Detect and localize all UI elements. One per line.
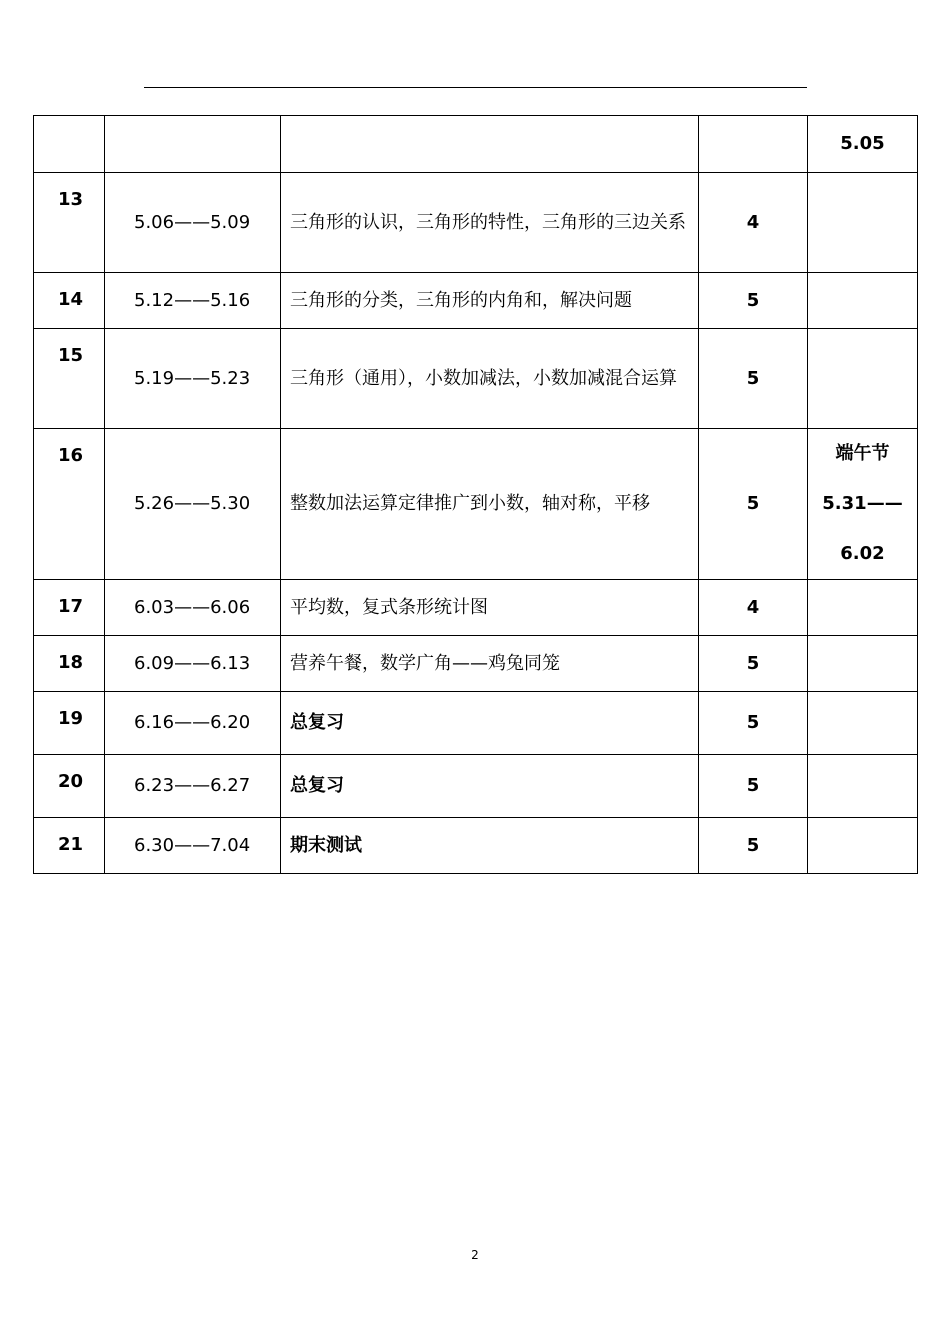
hours-cell: 5 — [699, 755, 808, 818]
week-cell: 21 — [34, 818, 105, 874]
week-cell: 20 — [34, 755, 105, 818]
hours-cell: 4 — [699, 580, 808, 636]
teaching-schedule-table — [33, 115, 918, 874]
content-cell: 营养午餐，数学广角——鸡兔同笼 — [281, 636, 699, 692]
date-cell: 5.12——5.16 — [105, 273, 281, 329]
header-rule — [144, 87, 807, 88]
table-row — [34, 818, 918, 874]
hours-cell: 4 — [699, 173, 808, 273]
content-cell: 整数加法运算定律推广到小数，轴对称，平移 — [281, 429, 699, 580]
hours-cell: 5 — [699, 818, 808, 874]
content-cell: 总复习 — [281, 692, 699, 755]
table-row — [34, 173, 918, 273]
date-cell: 5.19——5.23 — [105, 329, 281, 429]
week-cell: 19 — [34, 692, 105, 755]
note-cell — [808, 580, 918, 636]
content-cell: 总复习 — [281, 755, 699, 818]
hours-cell: 5 — [699, 329, 808, 429]
table-row — [34, 429, 918, 580]
note-cell — [808, 692, 918, 755]
week-cell: 15 — [34, 329, 105, 429]
hours-cell: 5 — [699, 273, 808, 329]
date-cell: 5.26——5.30 — [105, 429, 281, 580]
table-row — [34, 116, 918, 173]
table-row — [34, 692, 918, 755]
hours-cell: 5 — [699, 692, 808, 755]
week-cell: 17 — [34, 580, 105, 636]
note-cell: 5.05 — [808, 116, 918, 173]
holiday-start: 5.31—— — [822, 493, 903, 514]
note-cell — [808, 755, 918, 818]
table-row — [34, 580, 918, 636]
date-cell: 6.16——6.20 — [105, 692, 281, 755]
week-cell — [34, 116, 105, 173]
holiday-name: 端午节 — [835, 443, 890, 464]
date-cell: 6.09——6.13 — [105, 636, 281, 692]
table-row — [34, 329, 918, 429]
note-cell — [808, 329, 918, 429]
table-row — [34, 273, 918, 329]
hours-cell — [699, 116, 808, 173]
table-row — [34, 755, 918, 818]
content-cell: 平均数，复式条形统计图 — [281, 580, 699, 636]
content-cell: 三角形（通用），小数加减法，小数加减混合运算 — [281, 329, 699, 429]
note-cell — [808, 636, 918, 692]
content-cell — [281, 116, 699, 173]
note-cell — [808, 429, 918, 580]
note-cell — [808, 818, 918, 874]
content-cell: 三角形的认识，三角形的特性，三角形的三边关系 — [281, 173, 699, 273]
week-cell: 18 — [34, 636, 105, 692]
week-cell: 16 — [34, 429, 105, 580]
week-cell: 14 — [34, 273, 105, 329]
table-row — [34, 636, 918, 692]
content-cell: 三角形的分类，三角形的内角和，解决问题 — [281, 273, 699, 329]
week-cell: 13 — [34, 173, 105, 273]
hours-cell: 5 — [699, 636, 808, 692]
date-cell — [105, 116, 281, 173]
page-number: 2 — [471, 1248, 479, 1262]
date-cell: 5.06——5.09 — [105, 173, 281, 273]
date-cell: 6.30——7.04 — [105, 818, 281, 874]
holiday-end: 6.02 — [840, 543, 885, 564]
date-cell: 6.03——6.06 — [105, 580, 281, 636]
date-cell: 6.23——6.27 — [105, 755, 281, 818]
content-cell: 期末测试 — [281, 818, 699, 874]
hours-cell: 5 — [699, 429, 808, 580]
note-cell — [808, 273, 918, 329]
note-cell — [808, 173, 918, 273]
